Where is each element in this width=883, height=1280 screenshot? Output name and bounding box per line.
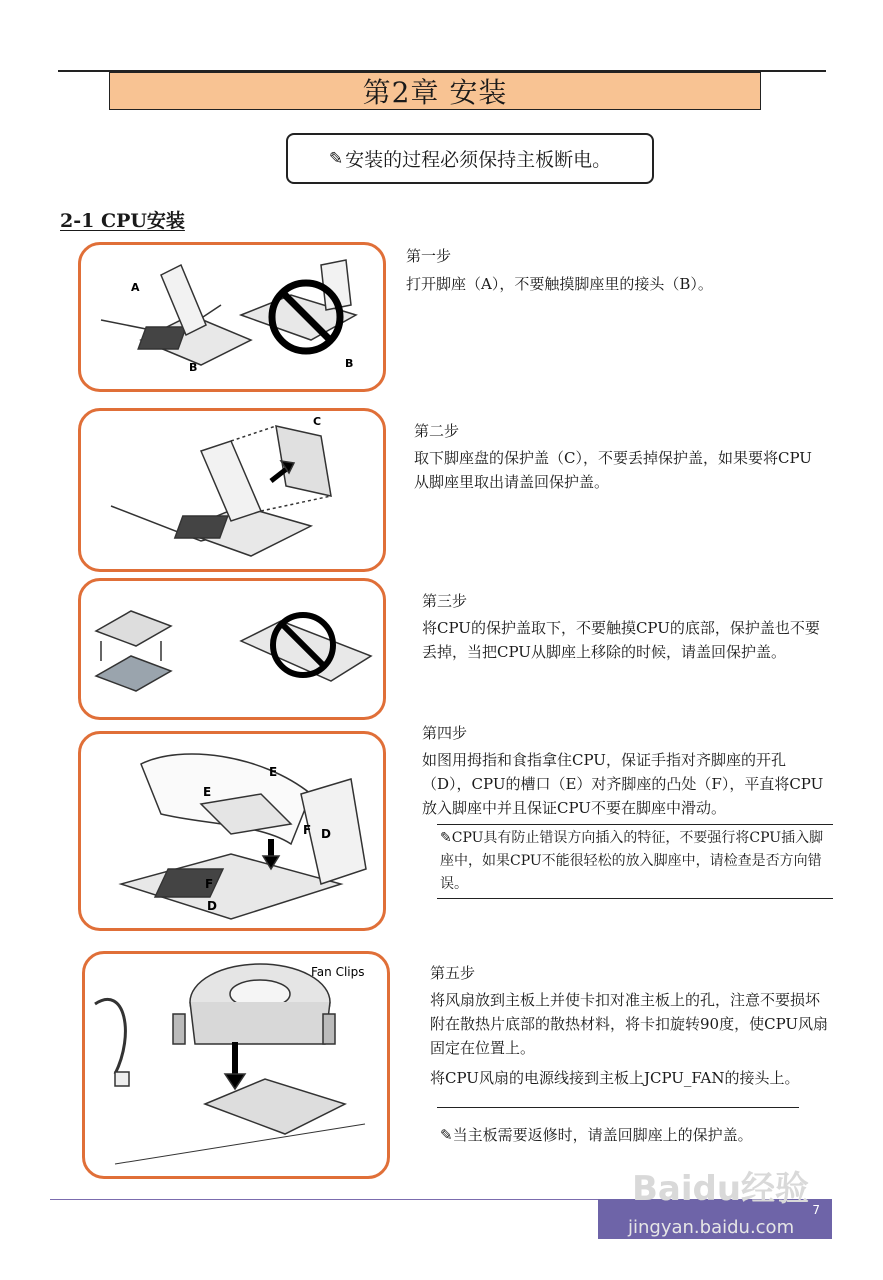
step5-note-text: 当主板需要返修时，请盖回脚座上的保护盖。	[452, 1126, 753, 1144]
label-e1: E	[269, 765, 278, 779]
label-e2: E	[203, 785, 212, 799]
label-f2: F	[205, 877, 214, 891]
step1-text: 打开脚座（A），不要触摸脚座里的接头（B）。	[406, 275, 713, 293]
label-a: A	[131, 281, 140, 294]
watermark-logo: Baidu经验	[632, 1169, 810, 1209]
step5-title: 第五步	[430, 964, 476, 982]
step2-illustration	[78, 408, 386, 572]
step4-note-rule-bottom	[437, 898, 833, 899]
label-fan-clips: Fan Clips	[311, 965, 365, 979]
label-f1: F	[303, 823, 312, 837]
pencil-icon: ✎	[440, 830, 452, 846]
step4-text: 如图用拇指和食指拿住CPU，保证手指对齐脚座的开孔（D），CPU的槽口（E）对齐脚座的凸处（F），平直将CPU放入脚座中并且保证CPU不要在脚座中滑动。	[422, 751, 824, 817]
step5-note	[440, 1124, 820, 1147]
step3-text: 将CPU的保护盖取下，不要触摸CPU的底部，保护盖也不要丢掉，当把CPU从脚座上移除的时候，请盖回保护盖。	[422, 619, 820, 661]
step5-text: 将风扇放到主板上并使卡扣对准主板上的孔，注意不要损坏附在散热片底部的散热材料，将卡扣旋转90度，使CPU风扇固定在位置上。	[430, 991, 829, 1057]
notice-text: 安装的过程必须保持主板断电。	[345, 149, 612, 171]
page-number: 7	[812, 1203, 820, 1217]
step5-text2: 将CPU风扇的电源线接到主板上JCPU_FAN的接头上。	[430, 1069, 800, 1087]
label-c: C	[313, 415, 322, 428]
step4-title: 第四步	[422, 724, 468, 742]
step2-title: 第二步	[414, 422, 460, 440]
power-off-notice	[286, 133, 654, 184]
section-title: 2-1 CPU安装	[60, 210, 185, 232]
step2-text: 取下脚座盘的保护盖（C），不要丢掉保护盖，如果要将CPU从脚座里取出请盖回保护盖。	[414, 449, 812, 491]
step1-illustration	[78, 242, 386, 392]
label-d2: D	[207, 899, 217, 913]
step3-title: 第三步	[422, 592, 468, 610]
step4-note-rule-top	[437, 824, 833, 825]
step4-note	[440, 827, 828, 896]
pencil-icon: ✎	[328, 148, 344, 169]
step5-illustration	[82, 951, 390, 1179]
label-b2: B	[345, 357, 354, 370]
baidu-watermark	[598, 1169, 832, 1239]
label-d1: D	[321, 827, 331, 841]
step3-illustration	[78, 578, 386, 720]
label-b1: B	[189, 361, 198, 374]
step5-note-rule	[437, 1107, 799, 1108]
watermark-url: jingyan.baidu.com	[628, 1217, 795, 1238]
pencil-icon: ✎	[440, 1126, 453, 1144]
step4-illustration	[78, 731, 386, 931]
chapter-title: 第2章 安装	[109, 72, 761, 110]
step1-title: 第一步	[406, 247, 452, 265]
step4-note-text: CPU具有防止错误方向插入的特征，不要强行将CPU插入脚座中，如果CPU不能很轻松的放入脚座中，请检查是否方向错误。	[440, 830, 824, 892]
